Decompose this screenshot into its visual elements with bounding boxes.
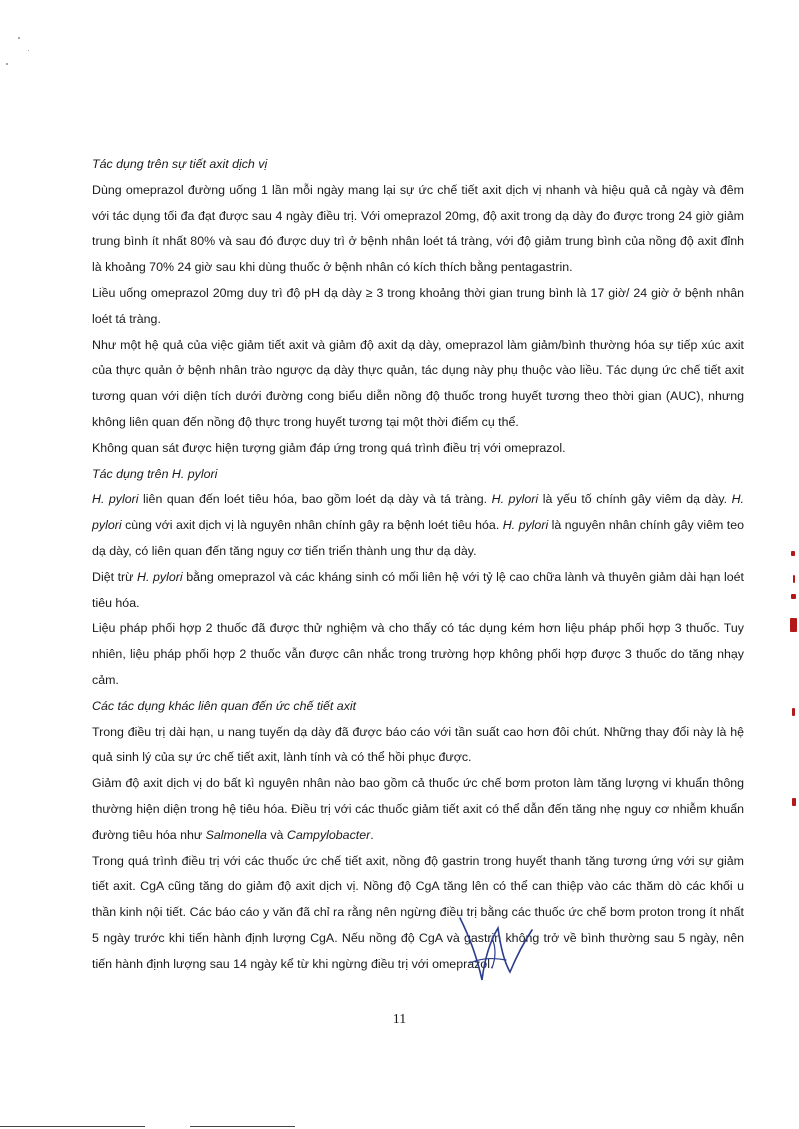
text-run: Trong điều trị dài hạn, u nang tuyến dạ dày đã được báo cáo với tần suất cao hơn đôi chút. Những thay đổi này là hệ quả sinh lý của sự ức chế tiết axit, lành tính và có thể hồi phục được. (92, 724, 744, 765)
scan-speck (18, 37, 20, 39)
paragraph (92, 436, 744, 462)
italic-term: H. pylori (502, 518, 549, 533)
scan-artifact (792, 708, 795, 716)
paragraph (92, 178, 744, 281)
footer-line (190, 1126, 295, 1127)
scan-artifact (791, 594, 796, 599)
text-run: Giảm độ axit dịch vị do bất kì nguyên nhân nào bao gồm cả thuốc ức chế bơm proton làm tăng lượng vi khuẩn thông thường hiện diện trong hệ tiêu hóa. Điều trị với các thuốc giảm tiết axit có thể dẫn đến tăng nhẹ nguy cơ nhiễm khuẩn đường tiêu hóa như (92, 776, 744, 842)
italic-term: H. pylori (137, 569, 183, 584)
italic-term: H. pylori (92, 492, 139, 507)
text-run: và (266, 827, 287, 842)
italic-term: Salmonella (205, 827, 267, 842)
handwritten-signature (440, 908, 540, 990)
scan-artifact (790, 618, 797, 632)
text-run: bằng omeprazol và các kháng sinh có mối liên hệ với tỷ lệ cao chữa lành và thuyên giảm dài hạn loét tiêu hóa. (92, 569, 744, 610)
paragraph (92, 487, 744, 564)
text-run: Trong quá trình điều trị với các thuốc ức chế tiết axit, nồng độ gastrin trong huyết thanh tăng tương ứng với sự giảm tiết axit. CgA cũng tăng do giảm độ axit dịch vị. Nồng độ CgA tăng lên có thể can thiệp vào các thăm dò các khối u thần kinh nội tiết. Các báo cáo y văn đã chỉ ra rằng nên ngừng điều trị bằng các thuốc ức chế bơm proton trong ít nhất 5 ngày trước khi tiến hành định lượng CgA. Nếu nồng độ CgA và gastrin không trở về bình thường sau 5 ngày, nên tiến hành định lượng sau 14 ngày kể từ khi ngừng điều trị với omeprazol. (92, 853, 744, 971)
scan-artifact (791, 551, 795, 556)
scan-artifact (792, 798, 796, 806)
text-run: Dùng omeprazol đường uống 1 lần mỗi ngày mang lại sự ức chế tiết axit dịch vị nhanh và hiệu quả cả ngày và đêm với tác dụng tối đa đạt được sau 4 ngày điều trị. Với omeprazol 20mg, độ axit trong dạ dày đo được trong 24 giờ giảm trung bình ít nhất 80% và sau đó được duy trì ở bệnh nhân loét tá tràng, với độ giảm trung bình của nồng độ axit đỉnh là khoảng 70% 24 giờ sau khi dùng thuốc ở bệnh nhân có kích thích bằng pentagastrin. (92, 182, 744, 275)
text-run: Liệu pháp phối hợp 2 thuốc đã được thử nghiệm và cho thấy có tác dụng kém hơn liệu pháp phối hợp 3 thuốc. Tuy nhiên, liệu pháp phối hợp 2 thuốc vẫn được cân nhắc trong trường hợp không phối hợp được 3 thuốc do tăng nhạy cảm. (92, 621, 744, 687)
section-heading: Tác dụng trên H. pylori (92, 466, 218, 481)
text-run: Liều uống omeprazol 20mg duy trì độ pH dạ dày ≥ 3 trong khoảng thời gian trung bình là 17 giờ/ 24 giờ ở bệnh nhân loét tá tràng. (92, 285, 744, 326)
scan-speck (6, 63, 8, 65)
italic-term: H. pylori (92, 492, 744, 533)
text-run: là nguyên nhân chính gây viêm teo dạ dày, có liên quan đến tăng nguy cơ tiến triển thành ung thư dạ dày. (92, 518, 744, 558)
paragraph (92, 281, 744, 333)
paragraph (92, 720, 744, 772)
footer-line (0, 1126, 145, 1127)
paragraph (92, 565, 744, 617)
italic-term: Campylobacter (286, 827, 371, 842)
text-run: liên quan đến loét tiêu hóa, bao gồm loét dạ dày và tá tràng. (138, 492, 492, 507)
scan-artifact (793, 575, 795, 583)
section-heading: Tác dụng trên sự tiết axit dịch vị (92, 157, 268, 171)
section-heading: Các tác dụng khác liên quan đến ức chế tiết axit (92, 698, 357, 713)
text-run: cùng với axit dịch vị là nguyên nhân chính gây ra bệnh loét tiêu hóa. (121, 518, 503, 533)
text-run: Diệt trừ (92, 569, 138, 584)
italic-term: H. pylori (491, 492, 539, 507)
text-run: là yếu tố chính gây viêm dạ dày. (538, 492, 732, 507)
text-run: Không quan sát được hiện tượng giảm đáp ứng trong quá trình điều trị với omeprazol. (92, 440, 566, 455)
paragraph (92, 771, 744, 848)
scan-speck (28, 50, 29, 51)
text-run: . (370, 827, 374, 842)
paragraph (92, 333, 744, 436)
text-run: Như một hệ quả của việc giảm tiết axit và giảm độ axit dạ dày, omeprazol làm giảm/bình thường hóa sự tiếp xúc axit của thực quản ở bệnh nhân trào ngược dạ dày thực quản, tác dụng này phụ thuộc vào liều. Tác dụng ức chế tiết axit tương quan với diện tích dưới đường cong biểu diễn nồng độ thuốc trong huyết tương theo thời gian (AUC), nhưng không liên quan đến nồng độ thực trong huyết tương tại một thời điểm cụ thể. (92, 337, 744, 429)
paragraph (92, 616, 744, 693)
page-number: 11 (392, 1012, 407, 1027)
paragraph (92, 849, 744, 978)
document-body (92, 152, 744, 978)
